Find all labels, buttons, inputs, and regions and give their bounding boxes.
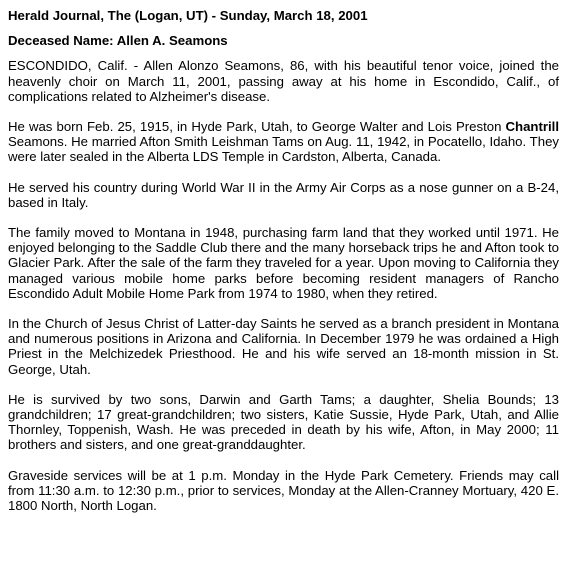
paragraph-intro: ESCONDIDO, Calif. - Allen Alonzo Seamons, 86, with his beautiful tenor voice, joined the heavenly choir on March 11, 2001, passing away at his home in Escondido, Calif., of complications related to Alzheimer's disease. — [8, 58, 559, 104]
paragraph-services: Graveside services will be at 1 p.m. Monday in the Hyde Park Cemetery. Friends may call from 11:30 a.m. to 12:30 p.m., prior to services, Monday at the Allen-Cranney Mortuary, 420 E. 1800 North, North Logan. — [8, 467, 559, 514]
obituary-document — [8, 8, 559, 528]
maiden-name-bold: Chantrill — [505, 119, 559, 135]
deceased-name-heading: Deceased Name: Allen A. Seamons — [8, 33, 228, 49]
paragraph-military: He served his country during World War II in the Army Air Corps as a nose gunner on a B-24, based in Italy. — [8, 179, 559, 210]
paragraph-survivors: He is survived by two sons, Darwin and Garth Tams; a daughter, Shelia Bounds; 13 grandchildren; 17 great-grandchildren; two sisters, Katie Sussie, Hyde Park, Utah, and Allie Thornley, Toppenish, Wash. He was preceded in death by his wife, Afton, in May 2000; 11 brothers and sisters, and one great-granddaughter. — [8, 391, 559, 453]
paragraph-birth — [8, 119, 559, 165]
paragraph-church: In the Church of Jesus Christ of Latter-day Saints he served as a branch president in Montana and numerous positions in Arizona and California. In December 1979 he was ordained a High Priest in the Melchizedek Priesthood. He and his wife served an 18-month mission in St. George, Utah. — [8, 316, 559, 377]
newspaper-source-heading: Herald Journal, The (Logan, UT) - Sunday, March 18, 2001 — [8, 8, 368, 23]
paragraph-birth-text-b: Seamons. He married Afton Smith Leishman Tams on Aug. 11, 1942, in Pocatello, Idaho. They were later sealed in the Alberta LDS Temple in Cardston, Alberta, Canada. — [8, 134, 559, 165]
paragraph-montana: The family moved to Montana in 1948, purchasing farm land that they worked until 1971. He enjoyed belonging to the Saddle Club there and the many horseback trips he and Afton took to Glacier Park. After the sale of the farm they traveled for a year. Upon moving to California they managed various mobile home parks before becoming resident managers of Rancho Escondido Adult Mobile Home Park from 1974 to 1980, when they retired. — [8, 225, 559, 301]
paragraph-birth-text-a: He was born Feb. 25, 1915, in Hyde Park, Utah, to George Walter and Lois Preston — [8, 119, 506, 135]
